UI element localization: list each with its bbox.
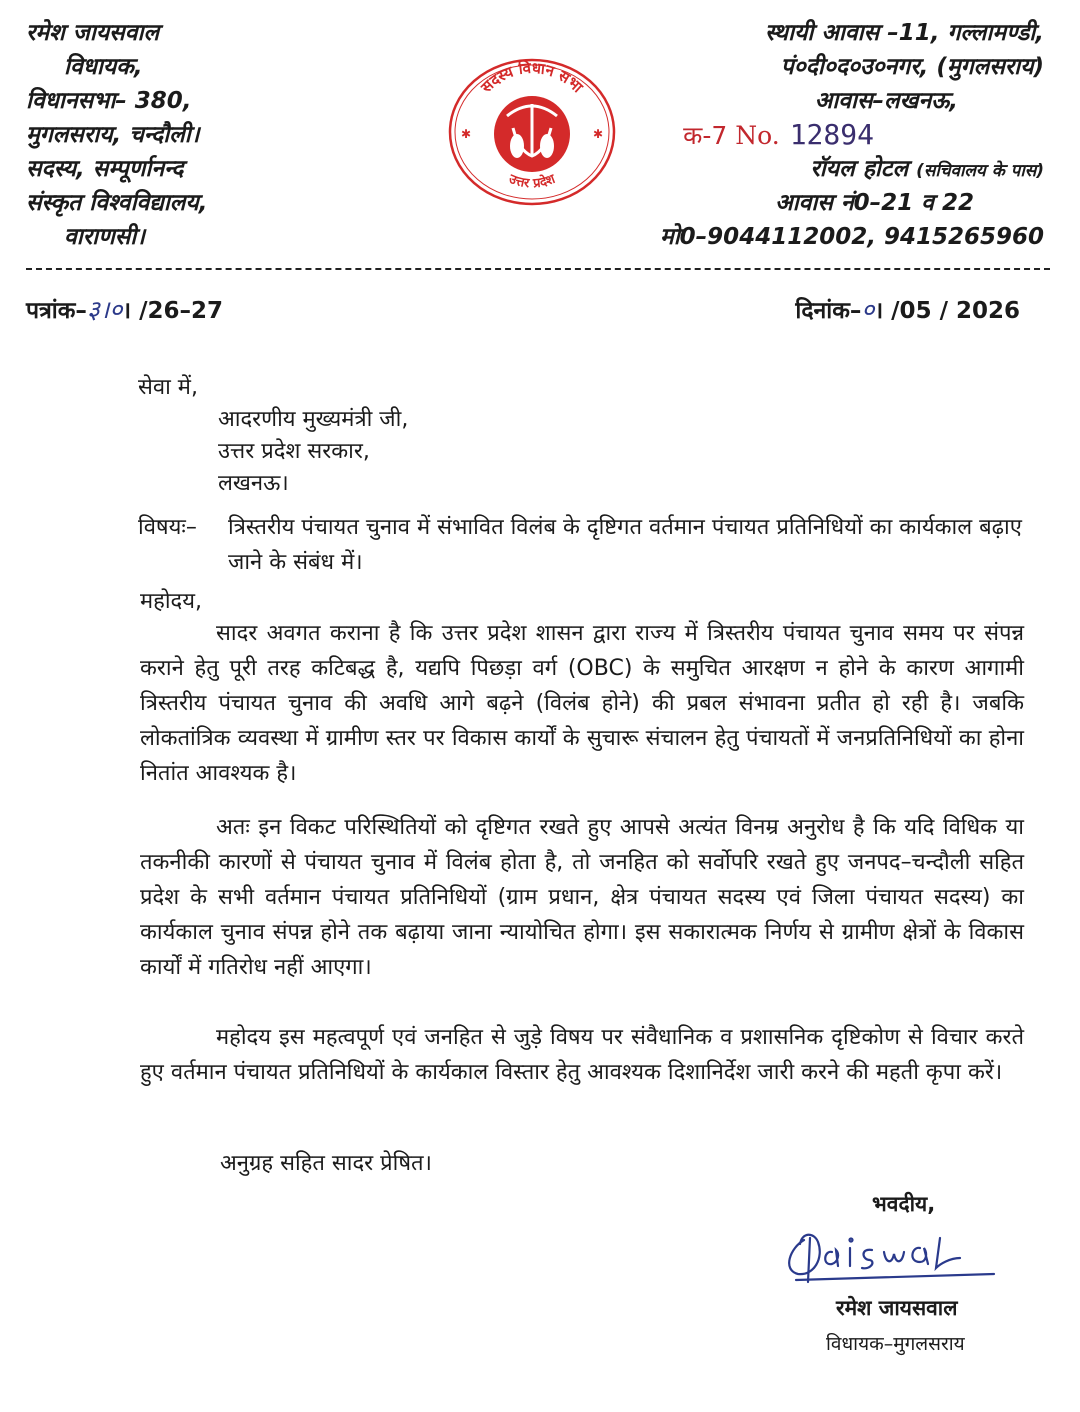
paragraph-3-text: महोदय इस महत्वपूर्ण एवं जनहित से जुड़े विषय पर संवैधानिक व प्रशासनिक दृष्टिकोण से विचार करते हुए वर्तमान पंचायत प्रतिनिधियों के कार्यकाल विस्तार हेतु आवश्यक दिशानिर्देश जारी करने की महती कृपा करें। (140, 1025, 1024, 1085)
seal-bottom-text: उत्तर प्रदेश (506, 171, 558, 192)
sender-location: मुगलसराय, चन्दौली। (26, 122, 200, 148)
seva-me: सेवा में, (138, 375, 198, 400)
room-number: आवास नं0–21 व 22 (775, 190, 974, 216)
reference-label: पत्रांक– (26, 298, 87, 324)
paragraph-1-text: सादर अवगत कराना है कि उत्तर प्रदेश शासन द्वारा राज्य में त्रिस्तरीय पंचायत चुनाव समय पर संपन्न कराने हेतु पूरी तरह कटिबद्ध है, यद्यपि पिछड़ा वर्ग (OBC) के समुचित आरक्षण न होने के कारण आगामी त्रिस्तरीय पंचायत चुनाव की अवधि आगे बढ़ने (विलंब होने) की प्रबल संभावना प्रतीत हो रही है। जबकि लोकतांत्रिक व्यवस्था में ग्रामीण स्तर पर विकास कार्यों के सुचारू संचालन हेतु पंचायतों में जनप्रतिनिधियों का होना नितांत आवश्यक है। (140, 621, 1024, 786)
salutation: महोदय, (140, 589, 202, 614)
recipient-address (138, 370, 408, 498)
date-suffix: । /05 / 2026 (874, 298, 1020, 324)
svg-text:✱: ✱ (593, 127, 604, 141)
recipient-line-3: लखनऊ। (218, 471, 289, 496)
mobile-numbers: मो0–9044112002, 9415265960 (659, 224, 1044, 250)
subject-text: त्रिस्तरीय पंचायत चुनाव में संभावित विलंब के दृष्टिगत वर्तमान पंचायत प्रतिनिधियों का कार्यकाल बढ़ाए जाने के संबंध में। (228, 515, 1022, 575)
hotel-note: (सचिवालय के पास) (916, 161, 1044, 181)
paragraph-2 (140, 810, 1024, 985)
assembly-seal (447, 56, 617, 210)
sender-name: रमेश जायसवाल (26, 20, 160, 46)
seal-emblem-icon (447, 56, 617, 206)
letter-date (795, 292, 1020, 326)
sender-membership: सदस्य, सम्पूर्णानन्द (26, 156, 184, 182)
svg-text:✱: ✱ (461, 127, 472, 141)
serial-number (660, 118, 1044, 152)
hotel-address (660, 152, 1044, 186)
serial-value: 12894 (789, 118, 874, 151)
paragraph-3 (140, 1020, 1024, 1090)
reference-suffix: । /26–27 (122, 298, 224, 324)
reference-number (26, 292, 223, 326)
svg-text:उत्तर प्रदेश (506, 171, 559, 191)
reference-handwritten: ३।० (86, 295, 123, 324)
serial-no-label: No. (735, 121, 780, 150)
paragraph-1 (140, 616, 1024, 791)
serial-prefix: क-7 (683, 121, 728, 150)
contact-details (660, 16, 1044, 254)
lucknow-address: आवास–लखनऊ, (814, 88, 958, 114)
sender-constituency: विधानसभा– 380, (26, 88, 192, 114)
date-label: दिनांक– (795, 298, 862, 324)
seal-top-text: सदस्य विधान सभा (477, 58, 587, 97)
sender-city: वाराणसी। (64, 224, 145, 250)
subject (138, 510, 1028, 580)
sender-university: संस्कृत विश्वविद्यालय, (26, 190, 208, 216)
address-town: पं०दी०द०उ०नगर, (मुगलसराय) (780, 54, 1044, 80)
header-divider (26, 268, 1050, 270)
recipient-line-2: उत्तर प्रदेश सरकार, (218, 439, 370, 464)
subject-label: विषयः– (138, 515, 197, 540)
handwritten-signature-icon (780, 1218, 1010, 1298)
permanent-address: स्थायी आवास –11, गल्लामण्डी, (764, 20, 1044, 46)
recipient-line-1: आदरणीय मुख्यमंत्री जी, (218, 407, 409, 432)
closing-line: अनुग्रह सहित सादर प्रेषित। (220, 1151, 432, 1176)
signatory-name: रमेश जायसवाल (836, 1296, 958, 1320)
hotel-name: रॉयल होटल (810, 156, 909, 182)
bhavdiya: भवदीय, (872, 1192, 936, 1216)
paragraph-2-text: अतः इन विकट परिस्थितियों को दृष्टिगत रखते हुए आपसे अत्यंत विनम्र अनुरोध है कि यदि विधिक या तकनीकी कारणों से पंचायत चुनाव में विलंब होता है, तो जनहित को सर्वोपरि रखते हुए जनपद–चन्दौली सहित प्रदेश के सभी वर्तमान पंचायत प्रतिनिधियों (ग्राम प्रधान, क्षेत्र पंचायत सदस्य एवं जिला पंचायत सदस्य) का कार्यकाल चुनाव संपन्न होने तक बढ़ाया जाना न्यायोचित होगा। इस सकारात्मक निर्णय से ग्रामीण क्षेत्रों के विकास कार्यों में गतिरोध नहीं आएगा। (140, 815, 1024, 980)
sender-title: विधायक, (64, 54, 143, 80)
svg-text:सदस्य विधान सभा (477, 59, 588, 97)
signatory-designation: विधायक–मुगलसराय (826, 1333, 965, 1355)
date-handwritten: ० (861, 295, 875, 324)
sender-details (26, 16, 207, 254)
